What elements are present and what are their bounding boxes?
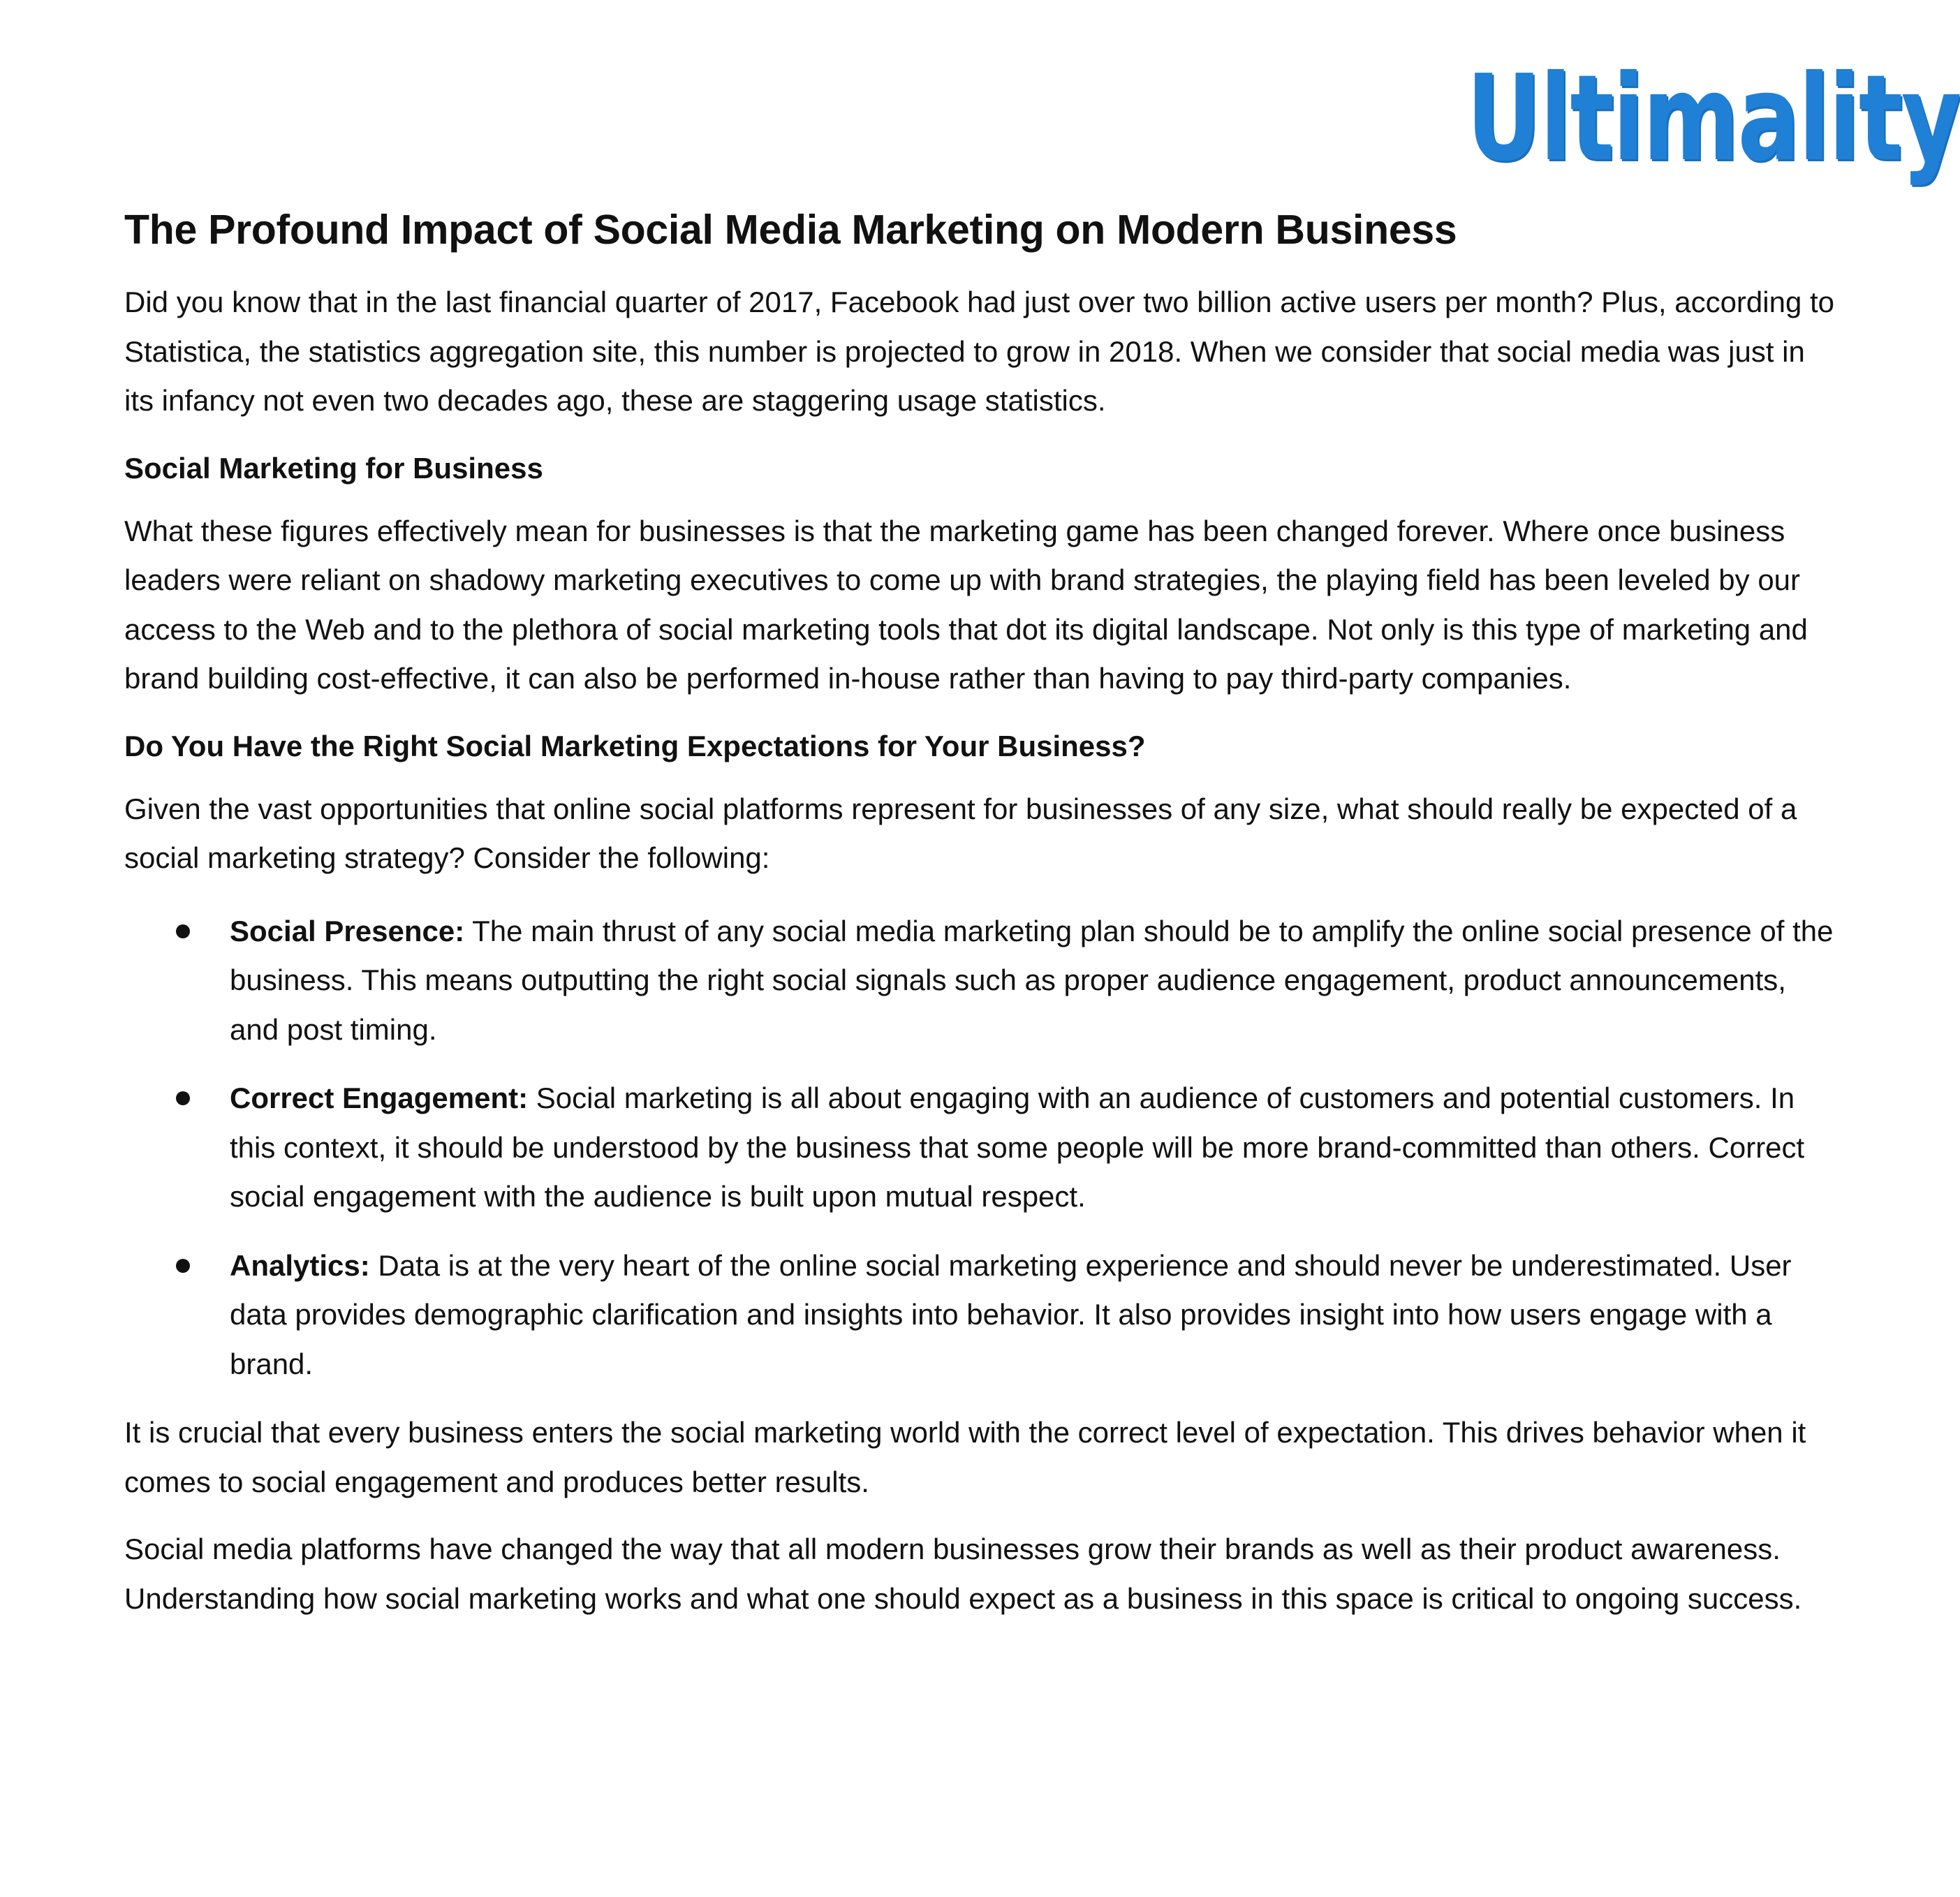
section-paragraph-social-marketing: What these figures effectively mean for businesses is that the marketing game has been changed forever. Where once business leaders were reliant on shadowy marketing executives to come up with brand strategies, the playing field has been leveled by our access to the Web and to the plethora of social marketing tools that dot its digital landscape. Not only is this type of marketing and brand building cost-effective, it can also be performed in-house rather than having to pay third-party companies. — [124, 514, 1808, 695]
list-item-text: Data is at the very heart of the online social marketing experience and should never be underestimated. User data provides demographic clarification and insights into behavior. It also provides insight into how users engage with a brand. — [230, 1248, 1792, 1380]
document-body — [124, 202, 1842, 1641]
list-item-term: Analytics: — [230, 1248, 370, 1282]
list-item-correct-engagement — [124, 1074, 1842, 1222]
list-item-analytics — [124, 1241, 1842, 1389]
intro-paragraph: Did you know that in the last financial quarter of 2017, Facebook had just over two billion active users per month? Plus, according to Statistica, the statistics aggregation site, this number is projected to grow in 2018. When we consider that social media was just in its infancy not even two decades ago, these are staggering usage statistics. — [124, 286, 1835, 417]
bullet-icon — [176, 1259, 190, 1273]
section-paragraph-expectations: Given the vast opportunities that online social platforms represent for businesses of any size, what should really be expected of a social marketing strategy? Consider the following: — [124, 792, 1797, 874]
expectations-list — [124, 907, 1842, 1389]
list-item-text: The main thrust of any social media marketing plan should be to amplify the online social presence of the business. This means outputting the right social signals such as proper audience engagement, product announcements, and post timing. — [230, 914, 1834, 1046]
list-item-term: Correct Engagement: — [230, 1082, 529, 1114]
ultimality-logo: Ultimality — [1466, 50, 1960, 188]
list-item-term: Social Presence: — [230, 914, 465, 947]
closing-paragraph-success: Social media platforms have changed the way that all modern businesses grow their brands as well as their product awareness. Understanding how social marketing works and what one should expect as a business in this space is critical to ongoing success. — [124, 1533, 1802, 1615]
section-heading-expectations: Do You Have the Right Social Marketing Expectations for Your Business? — [124, 729, 1146, 762]
list-item-text: Social marketing is all about engaging with an audience of customers and potential customers. In this context, it should be understood by the business that some people will be more brand-committed than others. Correct social engagement with the audience is built upon mutual respect. — [230, 1082, 1805, 1213]
list-item-social-presence — [124, 907, 1842, 1055]
bullet-icon — [176, 1091, 190, 1105]
closing-paragraph-expectation: It is crucial that every business enters the social marketing world with the correct level of expectation. This drives behavior when it comes to social engagement and produces better results. — [124, 1416, 1806, 1498]
section-heading-social-marketing: Social Marketing for Business — [124, 451, 543, 485]
page-title: The Profound Impact of Social Media Marketing on Modern Business — [124, 207, 1457, 253]
bullet-icon — [176, 924, 190, 938]
